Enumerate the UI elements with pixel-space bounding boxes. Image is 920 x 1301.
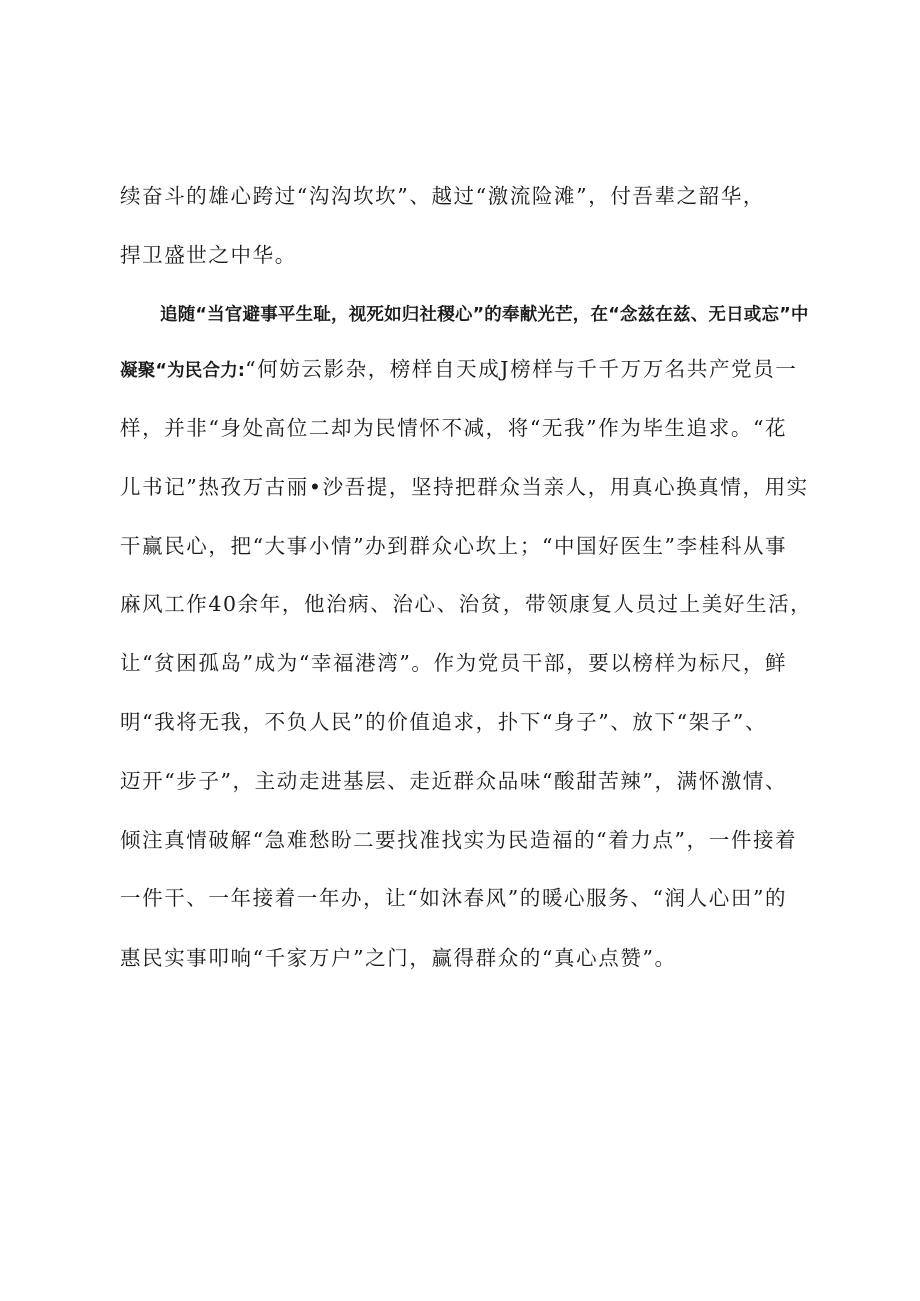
paragraph-2-line-3: 样，并非“身处高位二却为民情怀不减，将“无我”作为毕生追求。“花 xyxy=(120,416,788,440)
paragraph-2-line-2 xyxy=(120,355,797,385)
paragraph-2-line-7: 让“贫困孤岛”成为“幸福港湾”。作为党员干部，要以榜样为标尺，鲜 xyxy=(120,651,788,675)
paragraph-1-line-1: 续奋斗的雄心跨过“沟沟坎坎”、越过“激流险滩”，付吾辈之韶华， xyxy=(120,184,766,208)
paragraph-2-line-11: 一件干、一年接着一年办，让“如沐春风”的暖心服务、“润人心田”的 xyxy=(120,886,788,910)
paragraph-2-line-12: 惠民实事叩响“千家万户”之门，赢得群众的“真心点赞”。 xyxy=(120,946,677,970)
paragraph-2-line-5: 干赢民心，把“大事小情”办到群众心坎上；“中国好医生”李桂科从事 xyxy=(120,534,788,558)
paragraph-2-line-6: 麻风工作40余年，他治病、治心、治贫，带领康复人员过上美好生活， xyxy=(120,592,813,616)
paragraph-2-line-2-rest: “何妨云影杂，榜样自天成J榜样与千千万万名共产党员一 xyxy=(245,357,798,381)
paragraph-2-line-8: 明“我将无我，不负人民”的价值追求，扑下“身子”、放下“架子”、 xyxy=(120,710,768,734)
paragraph-2-line-1: 追随“当官避事平生耻，视死如归社稷心”的奉献光芒，在“念兹在兹、无日或忘”中 xyxy=(160,305,809,325)
paragraph-2-line-9: 迈开“步子”，主动走进基层、走近群众品味“酸甜苦辣”，满怀激情、 xyxy=(120,769,788,793)
paragraph-2-line-2-bold: 凝聚“为民合力: xyxy=(120,361,246,381)
paragraph-2-line-4: 儿书记”热孜万古丽•沙吾提，坚持把群众当亲人，用真心换真情，用实 xyxy=(120,475,809,499)
paragraph-2-line-10: 倾注真情破解“急难愁盼二要找准找实为民造福的“着力点”，一件接着 xyxy=(120,828,798,852)
paragraph-1-line-2: 捍卫盛世之中华。 xyxy=(120,243,297,267)
